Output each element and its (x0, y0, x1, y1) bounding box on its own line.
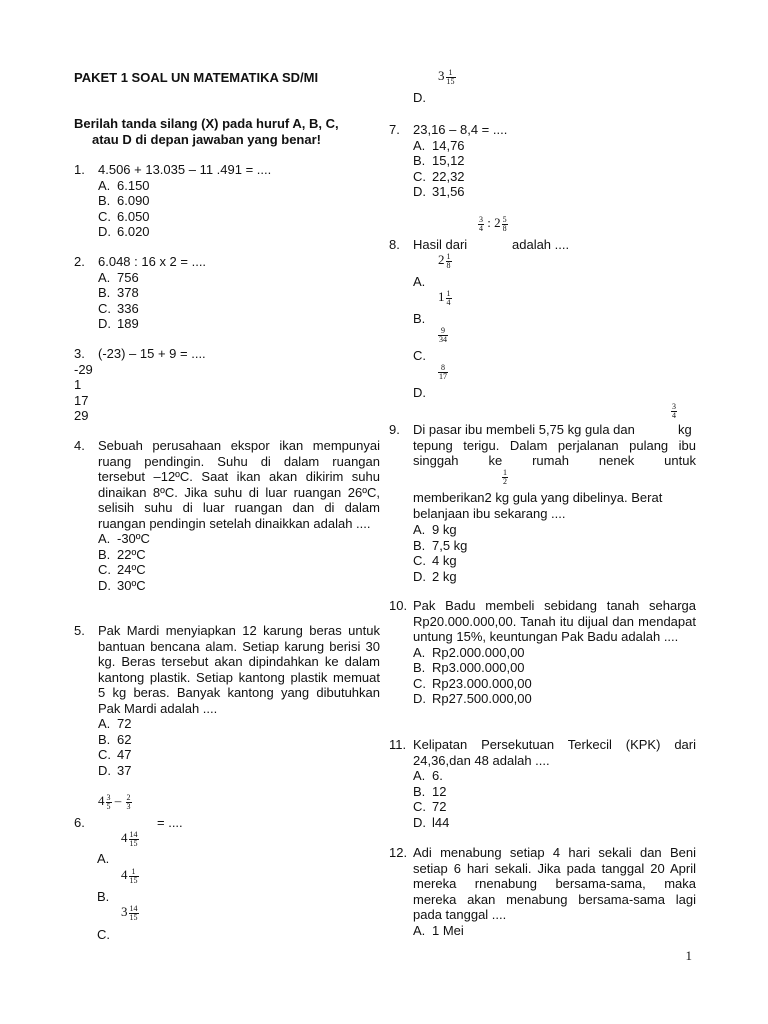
option-b[interactable]: B. 15,12 (413, 153, 465, 168)
option-d[interactable]: D. l44 (413, 814, 450, 830)
options-list (413, 923, 696, 939)
question-number: 5. (74, 623, 85, 638)
question-4 (74, 438, 380, 593)
question-8-number: 8. (389, 237, 400, 252)
page-title: PAKET 1 SOAL UN MATEMATIKA SD/MI (74, 70, 319, 85)
q8-option-c-fraction: $\frac{9}{34}$ (439, 325, 447, 344)
option-b[interactable]: B. 12 (413, 783, 447, 799)
option-c[interactable]: C. 336 (98, 300, 139, 316)
q9-fraction-mid: $\frac{1}{2}$ (503, 467, 507, 486)
question-number: 12. (389, 845, 408, 860)
option-a[interactable]: A. -30ºC (98, 531, 150, 546)
option-b[interactable]: B. 6.090 (98, 193, 150, 208)
option-b-label[interactable]: B. (413, 311, 426, 326)
options-list (413, 522, 696, 584)
q6-option-b-fraction: 4 $\frac{1}{15}$ (121, 866, 138, 885)
option-d[interactable]: D. Rp27.500.000,00 (413, 691, 532, 706)
option-c[interactable]: C. 47 (98, 747, 132, 762)
question-number: 10. (389, 598, 408, 613)
option-a-label[interactable]: A. (97, 851, 110, 866)
option-d-label[interactable]: D. (413, 385, 426, 400)
option-a[interactable]: A. 1 Mei (413, 922, 464, 938)
options-list (413, 645, 696, 707)
option-d[interactable]: D. 30ºC (98, 577, 146, 593)
answer-item[interactable]: 17 (74, 392, 89, 408)
question-2 (74, 254, 380, 332)
answer-item[interactable]: 29 (74, 408, 89, 423)
question-9-line-2: tepung terigu. Dalam perjalanan pulang ibu (413, 438, 696, 453)
question-9-line-5: belanjaan ibu sekarang .... (413, 506, 566, 521)
options-list (413, 768, 696, 830)
option-b[interactable]: B. 378 (98, 285, 139, 300)
option-d[interactable]: D. 31,56 (413, 184, 465, 199)
question-6-equals: = .... (157, 815, 183, 830)
option-d[interactable]: D. 2 kg (413, 568, 457, 584)
question-text: (-23) – 15 + 9 = .... (98, 346, 206, 361)
question-text: Adi menabung setiap 4 hari sekali dan Beni setiap 6 hari sekali. Jika pada tanggal 20 April mereka rnenabung bersama-sama, maka mereka akan menabung bersama-sama lagi pada tanggal .... (413, 845, 696, 922)
option-a[interactable]: A. 72 (98, 716, 132, 731)
option-d[interactable]: D. 37 (98, 762, 132, 778)
q8-option-d-fraction: $\frac{8}{17}$ (439, 362, 447, 381)
page-number: 1 (685, 948, 692, 963)
options-list (98, 531, 380, 593)
option-c-label[interactable]: C. (413, 348, 426, 363)
instruction-line-2: atau D di depan jawaban yang benar! (92, 132, 321, 147)
q9-fraction-top: $\frac{3}{4}$ (672, 401, 676, 420)
option-b[interactable]: B. 7,5 kg (413, 537, 468, 553)
option-b[interactable]: B. 62 (98, 731, 132, 747)
question-text: Kelipatan Persekutuan Terkecil (KPK) dari 24,36,dan 48 adalah .... (413, 737, 696, 768)
option-c[interactable]: C. Rp23.000.000,00 (413, 675, 532, 691)
question-3 (74, 346, 380, 424)
question-7 (389, 122, 696, 200)
question-text: 4.506 + 13.035 – 11 .491 = .... (98, 162, 272, 177)
question-9-number: 9. (389, 422, 400, 437)
question-number: 11. (389, 737, 407, 752)
option-a[interactable]: A. 756 (98, 269, 139, 285)
question-text: 6.048 : 16 x 2 = .... (98, 254, 207, 269)
question-9-line-4: memberikan2 kg gula yang dibelinya. Berat (413, 490, 663, 505)
question-number: 7. (389, 122, 400, 137)
option-c[interactable]: C. 6.050 (98, 208, 150, 224)
question-6-number: 6. (74, 815, 85, 830)
option-c[interactable]: C. 4 kg (413, 553, 457, 568)
option-a[interactable]: A. 6.150 (98, 177, 150, 193)
question-11 (389, 737, 696, 830)
option-b[interactable]: B. 22ºC (98, 546, 146, 562)
q8-option-b-fraction: 1 $\frac{1}{4}$ (438, 288, 451, 307)
question-text: Pak Badu membeli sebidang tanah seharga Rp20.000.000,00. Tanah itu dijual dan mendapat untung 15%, keuntungan Pak Badu adalah .... (413, 598, 696, 644)
answer-item[interactable]: 1 (74, 377, 82, 392)
question-number: 2. (74, 254, 85, 269)
q6-expression: 4 $\frac{3}{5}$ – $\frac{2}{3}$ (98, 792, 131, 811)
question-text: Pak Mardi menyiapkan 12 karung beras untuk bantuan bencana alam. Setiap karung berisi 30 kg. Beras tersebut akan dipindahkan ke dalam kantong plastik. Setiap kantong plastik memuat 5 kg beras. Banyak kantong yang dibutuhkan Pak Mardi adalah .... (98, 623, 380, 716)
question-1 (74, 162, 380, 240)
option-b[interactable]: B. Rp3.000.000,00 (413, 660, 525, 675)
option-a-label[interactable]: A. (413, 274, 426, 289)
option-a[interactable]: A. 14,76 (413, 137, 465, 153)
question-9-options (389, 522, 696, 584)
option-c[interactable]: C. 22,32 (413, 168, 465, 184)
q8-expression: $\frac{3}{4}$ : 2 $\frac{5}{8}$ (479, 214, 507, 233)
option-a[interactable]: A. 6. (413, 768, 443, 783)
q6-option-d-fraction: 3 $\frac{1}{15}$ (438, 67, 455, 86)
answer-list (74, 362, 380, 424)
option-d-label[interactable]: D. (413, 90, 426, 105)
question-8-text-a: Hasil dari (413, 237, 468, 252)
question-8-text-b: adalah .... (512, 237, 570, 252)
question-number: 3. (74, 346, 85, 361)
options-list (98, 270, 380, 332)
q6-option-a-fraction: 4 $\frac{14}{15}$ (121, 829, 138, 848)
option-c[interactable]: C. 24ºC (98, 562, 146, 577)
option-c[interactable]: C. 72 (413, 799, 447, 814)
question-text: 23,16 – 8,4 = .... (413, 122, 508, 137)
question-9-line-1b: kg (678, 422, 692, 437)
option-c-label[interactable]: C. (97, 927, 110, 942)
option-d[interactable]: D. 189 (98, 316, 139, 331)
options-list (98, 178, 380, 240)
q6-option-c-fraction: 3 $\frac{14}{15}$ (121, 903, 138, 922)
question-9-line-1a: Di pasar ibu membeli 5,75 kg gula dan (413, 422, 635, 437)
instruction-line-1: Berilah tanda silang (X) pada huruf A, B, C, (74, 116, 339, 131)
question-text: Sebuah perusahaan ekspor ikan mempunyai ruang pendingin. Suhu di dalam ruangan tersebut –12ºC. Saat ikan akan dikirim suhu dinaikan 8ºC. Jika suhu di luar ruangan 26ºC, selisih suhu di luar ruangan dan di dalam ruangan pendingin setelah dinaikkan adalah .... (98, 438, 380, 531)
option-a[interactable]: A. Rp2.000.000,00 (413, 644, 525, 660)
options-list (413, 138, 696, 200)
question-5 (74, 623, 380, 778)
answer-item[interactable]: -29 (74, 361, 93, 377)
question-10 (389, 598, 696, 707)
option-a[interactable]: A. 9 kg (413, 522, 457, 537)
option-d[interactable]: D. 6.020 (98, 224, 150, 239)
options-list (98, 716, 380, 778)
option-b-label[interactable]: B. (97, 889, 110, 904)
q8-option-a-fraction: 2 $\frac{1}{8}$ (438, 251, 451, 270)
question-12 (389, 845, 696, 938)
question-number: 4. (74, 438, 85, 453)
question-number: 1. (74, 162, 85, 177)
question-9-line-3: singgah ke rumah nenek untuk (413, 453, 696, 468)
